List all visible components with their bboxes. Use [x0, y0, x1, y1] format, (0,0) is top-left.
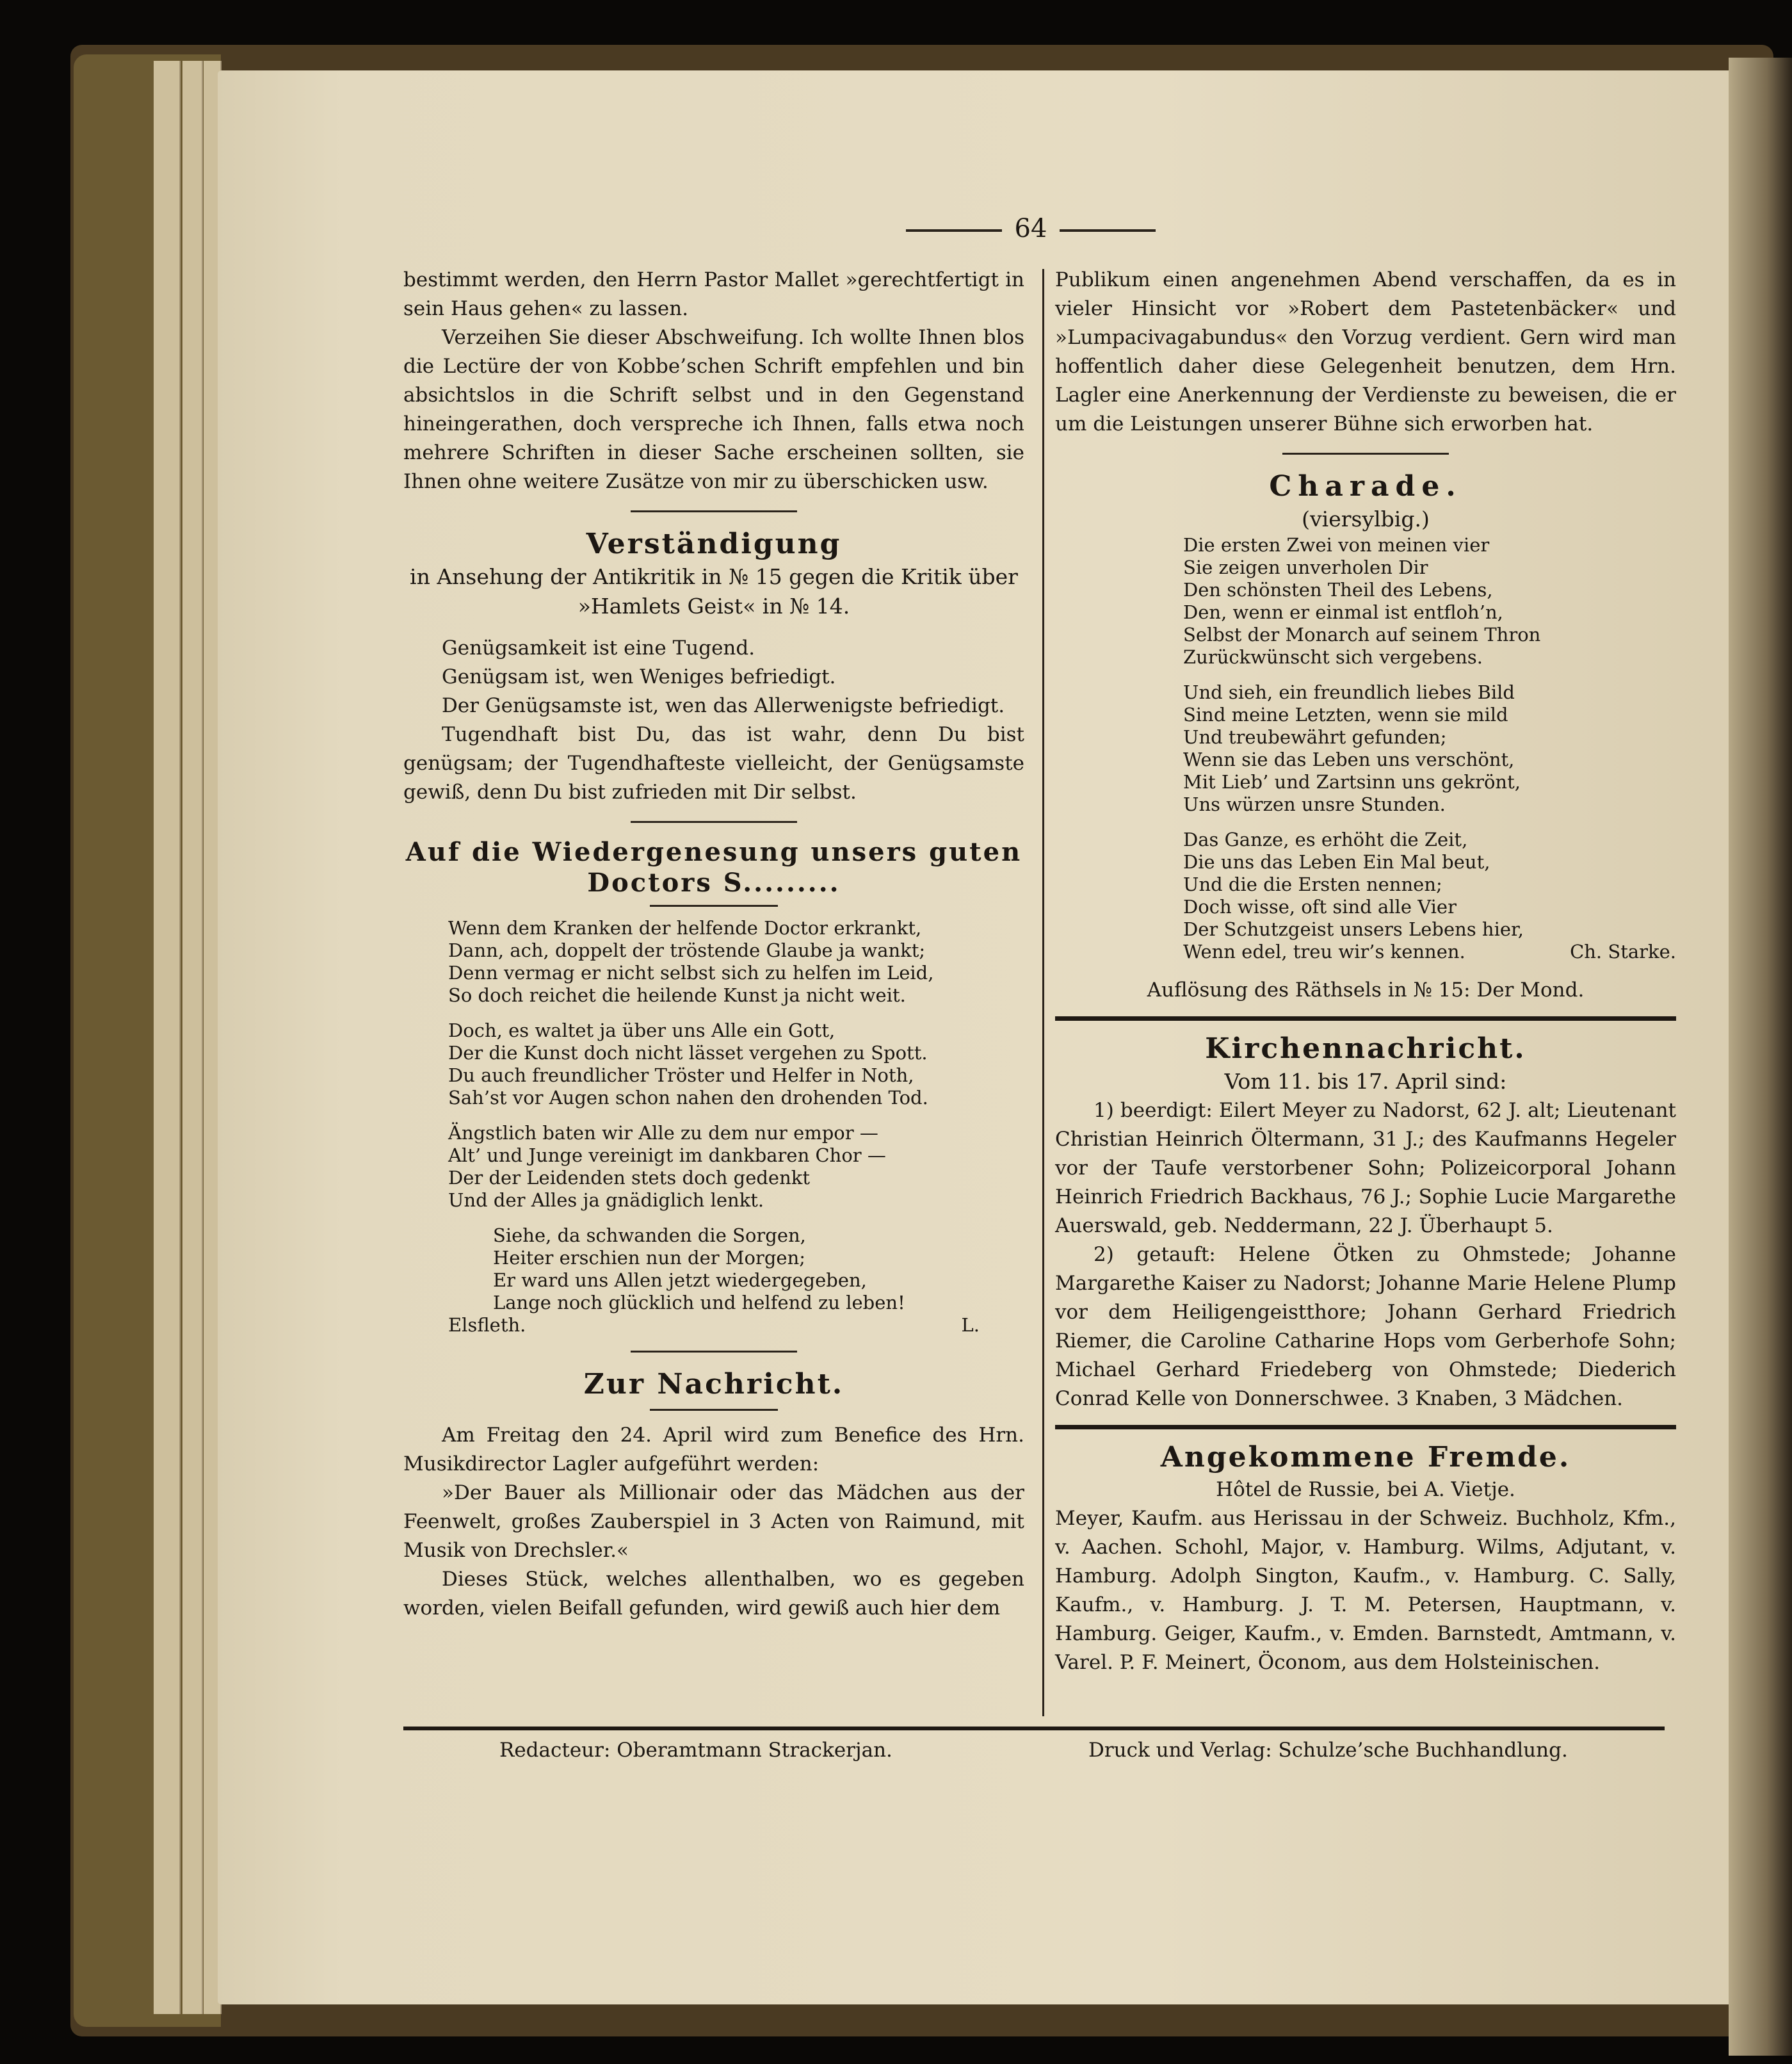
poem-line: Ängstlich baten wir Alle zu dem nur empor — — [448, 1122, 878, 1144]
nachricht-title: Zur Nachricht. — [583, 1368, 844, 1401]
verstaendigung-line: Genügsamkeit ist eine Tugend. — [442, 637, 755, 660]
kirchen-buried: 1) beerdigt: Eilert Meyer zu Nadorst, 62 J. alt; Lieutenant Christian Heinrich Öltermann, 31 J.; des Kaufmanns Hegeler vor der Taufe verstorbener Sohn; Polizeicorporal Johann Heinrich Friedrich Backhaus, 76 J.; Sophie Lucie Margarethe Auerswald, geb. Neddermann, 22 J. Überhaupt 5. — [1055, 1099, 1676, 1237]
poem-line: Siehe, da schwanden die Sorgen, — [493, 1224, 806, 1246]
riddle-solution: Auflösung des Räthsels in № 15: Der Mond. — [1147, 979, 1585, 1002]
poem-line: Doch, es waltet ja über uns Alle ein Gott, — [448, 1020, 835, 1041]
footer-editor: Redacteur: Oberamtmann Strackerjan. — [499, 1739, 892, 1762]
intro-paragraph: bestimmt werden, den Herrn Pastor Mallet »gerechtfertigt in sein Haus gehen« zu lassen. — [403, 268, 1024, 320]
charade-signature: Ch. Starke. — [1570, 941, 1676, 963]
poem-line: Er ward uns Allen jetzt wiedergegeben, — [493, 1269, 867, 1291]
poem-line: Heiter erschien nun der Morgen; — [493, 1247, 806, 1269]
poem-line: Sah’st vor Augen schon nahen den drohenden Tod. — [448, 1087, 928, 1109]
charade-line: Wenn sie das Leben uns verschönt, — [1183, 749, 1515, 770]
fremde-list: Meyer, Kaufm. aus Herissau in der Schweiz. Buchholz, Kfm., v. Aachen. Schohl, Major, v. Hamburg. Wilms, Adjutant, v. Hamburg. Adolph Sington, Kaufm., v. Hamburg. C. Sally, Kaufm., v. Hamburg. J. T. M. Petersen, Hauptmann, v. Hamburg. Geiger, Kaufm., v. Emden. Barnstedt, Amtmann, v. Varel. P. F. Meinert, Öconom, aus dem Holsteinischen. — [1055, 1507, 1676, 1674]
charade-line: Wenn edel, treu wir’s kennen. — [1183, 941, 1465, 963]
charade-line: Die ersten Zwei von meinen vier — [1183, 534, 1490, 556]
section-divider — [631, 821, 797, 823]
kirchen-period: Vom 11. bis 17. April sind: — [1224, 1069, 1507, 1094]
poem-line: Und der Alles ja gnädiglich lenkt. — [448, 1189, 764, 1211]
nachricht-paragraph: »Der Bauer als Millionair oder das Mädchen aus der Feenwelt, großes Zauberspiel in 3 Acten von Raimund, mit Musik von Drechsler.« — [403, 1481, 1024, 1562]
title-rule — [650, 905, 778, 907]
poem-line: Der die Kunst doch nicht lässet vergehen zu Spott. — [448, 1042, 928, 1064]
poem-line: Der der Leidenden stets doch gedenkt — [448, 1167, 810, 1189]
footer-printer: Druck und Verlag: Schulze’sche Buchhandlung. — [1088, 1739, 1568, 1762]
title-rule — [650, 1409, 778, 1411]
page-number-header — [884, 214, 1178, 243]
charade-line: Zurückwünscht sich vergebens. — [1183, 646, 1483, 668]
charade-line: Sind meine Letzten, wenn sie mild — [1183, 704, 1508, 726]
kirchen-title: Kirchennachricht. — [1205, 1032, 1526, 1065]
book-gutter — [1729, 58, 1792, 2056]
thick-divider — [1055, 1425, 1676, 1429]
page-edge — [182, 61, 203, 2014]
fremde-title: Angekommene Fremde. — [1160, 1441, 1571, 1474]
charade-line: Den, wenn er einmal ist entfloh’n, — [1183, 601, 1503, 623]
section-divider — [1282, 453, 1449, 455]
poem-place: Elsfleth. — [448, 1314, 526, 1336]
charade-subtitle: (viersylbig.) — [1302, 507, 1430, 532]
charade-line: Das Ganze, es erhöht die Zeit, — [1183, 829, 1468, 850]
charade-line: Selbst der Monarch auf seinem Thron — [1183, 624, 1541, 646]
charade-poem — [1055, 534, 1676, 963]
verstaendigung-line: Tugendhaft bist Du, das ist wahr, denn Du bist genügsam; der Tugendhafteste vielleicht, der Genügsamste gewiß, denn Du bist zufrieden mit Dir selbst. — [403, 723, 1024, 804]
verstaendigung-line: Der Genügsamste ist, wen das Allerwenigste befriedigt. — [442, 694, 1005, 717]
verstaendigung-subtitle: in Ansehung der Antikritik in № 15 gegen die Kritik über »Hamlets Geist« in № 14. — [410, 564, 1018, 619]
charade-line: Den schönsten Theil des Lebens, — [1183, 579, 1493, 601]
verstaendigung-line: Genügsam ist, wen Weniges befriedigt. — [442, 665, 836, 688]
charade-line: Und die die Ersten nennen; — [1183, 874, 1442, 895]
page-edge — [154, 61, 181, 2014]
verstaendigung-title: Verständigung — [586, 528, 842, 560]
nachricht-paragraph: Dieses Stück, welches allenthalben, wo es gegeben worden, vielen Beifall gefunden, wird gewiß auch hier dem — [403, 1568, 1024, 1620]
charade-line: Und sieh, ein freundlich liebes Bild — [1183, 681, 1515, 703]
charade-line: Mit Lieb’ und Zartsinn uns gekrönt, — [1183, 771, 1521, 793]
nachricht-paragraph: Am Freitag den 24. April wird zum Benefice des Hrn. Musikdirector Lagler aufgeführt werden: — [403, 1424, 1024, 1475]
poem-line: Wenn dem Kranken der helfende Doctor erkrankt, — [448, 917, 922, 939]
intro-paragraph: Verzeihen Sie dieser Abschweifung. Ich wollte Ihnen blos die Lectüre der von Kobbe’schen Schrift empfehlen und bin absichtslos in die Schrift selbst und in den Gegenstand hineingerathen, doch verspreche ich Ihnen, falls etwa noch mehrere Schriften in dieser Sache erscheinen sollten, sie Ihnen ohne weitere Zusätze von mir zu überschicken usw. — [403, 326, 1024, 493]
poem-line: Alt’ und Junge vereinigt im dankbaren Chor — — [448, 1144, 886, 1166]
thick-divider — [1055, 1016, 1676, 1021]
charade-line: Uns würzen unsre Stunden. — [1183, 793, 1446, 815]
poem-line: So doch reichet die heilende Kunst ja nicht weit. — [448, 984, 906, 1006]
charade-title: Charade. — [1269, 470, 1462, 503]
poem — [403, 917, 1024, 1337]
page-number: 64 — [1014, 214, 1047, 243]
fremde-hotel: Hôtel de Russie, bei A. Vietje. — [1216, 1478, 1515, 1501]
poem-line: Dann, ach, doppelt der tröstende Glaube ja wankt; — [448, 939, 926, 961]
poem-line: Lange noch glücklich und helfend zu leben! — [493, 1292, 905, 1313]
left-column — [403, 266, 1024, 1623]
poem-signature: L. — [961, 1314, 980, 1336]
section-divider — [631, 1351, 797, 1353]
charade-line: Doch wisse, oft sind alle Vier — [1183, 896, 1457, 918]
charade-line: Und treubewährt gefunden; — [1183, 726, 1447, 748]
poem-line: Du auch freundlicher Tröster und Helfer in Noth, — [448, 1064, 914, 1086]
poem-line: Denn vermag er nicht selbst sich zu helfen im Leid, — [448, 962, 934, 984]
footer-rule — [403, 1727, 1665, 1730]
charade-line: Der Schutzgeist unsers Lebens hier, — [1183, 918, 1524, 940]
poem-title: Auf die Wiedergenesung unsers guten Doctors S......... — [405, 837, 1022, 898]
charade-line: Die uns das Leben Ein Mal beut, — [1183, 851, 1490, 873]
section-divider — [631, 510, 797, 512]
continuation-paragraph: Publikum einen angenehmen Abend verschaffen, da es in vieler Hinsicht vor »Robert dem Pastetenbäcker« und »Lumpacivagabundus« den Vorzug verdient. Gern wird man hoffentlich daher diese Gelegenheit benutzen, dem Hrn. Lagler eine Anerkennung der Verdienste zu beweisen, die er um die Leistungen unserer Bühne sich erworben hat. — [1055, 268, 1676, 435]
column-divider — [1042, 269, 1044, 1716]
charade-line: Sie zeigen unverholen Dir — [1183, 557, 1428, 578]
kirchen-baptized: 2) getauft: Helene Ötken zu Ohmstede; Johanne Margarethe Kaiser zu Nadorst; Johanne Marie Helene Plump vor dem Heiligengeistthore; Johann Gerhard Friedrich Riemer, die Caroline Catharine Hops vom Gerberhofe Sohn; Michael Gerhard Friedeberg von Ohmstede; Diederich Conrad Kelle von Donnerschwee. 3 Knaben, 3 Mädchen. — [1055, 1243, 1676, 1410]
right-column — [1055, 266, 1676, 1677]
